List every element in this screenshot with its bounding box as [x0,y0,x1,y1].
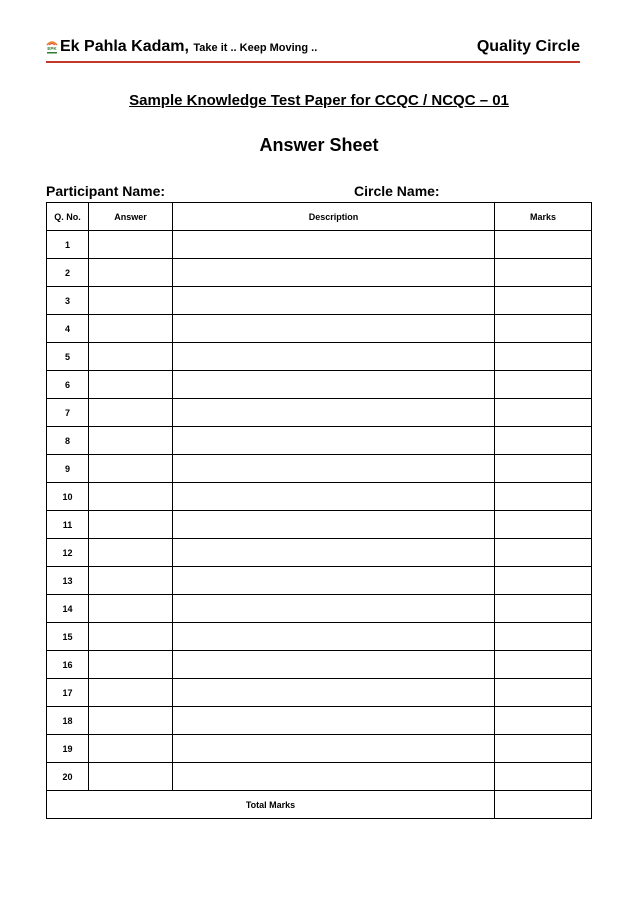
description-cell[interactable] [173,735,495,763]
participant-name-label: Participant Name: [46,183,166,199]
question-number: 16 [47,651,89,679]
marks-cell[interactable] [495,651,592,679]
header-divider [46,61,580,63]
page-header [46,38,580,62]
table-row [47,343,592,371]
marks-cell[interactable] [495,287,592,315]
table-row [47,231,592,259]
logo-icon [46,39,58,55]
table-row [47,707,592,735]
table-row [47,399,592,427]
question-number: 15 [47,623,89,651]
question-number: 14 [47,595,89,623]
question-number: 10 [47,483,89,511]
header-description: Description [173,203,495,231]
table-row [47,455,592,483]
description-cell[interactable] [173,679,495,707]
answer-cell[interactable] [89,231,173,259]
question-number: 5 [47,343,89,371]
answer-cell[interactable] [89,511,173,539]
answer-cell[interactable] [89,427,173,455]
marks-cell[interactable] [495,539,592,567]
description-cell[interactable] [173,315,495,343]
answer-cell[interactable] [89,763,173,791]
quality-circle-title: Quality Circle [476,38,580,55]
description-cell[interactable] [173,511,495,539]
circle-name-label: Circle Name: [354,183,440,199]
table-row [47,623,592,651]
marks-cell[interactable] [495,679,592,707]
answer-cell[interactable] [89,651,173,679]
table-row [47,483,592,511]
description-cell[interactable] [173,343,495,371]
question-number: 3 [47,287,89,315]
description-cell[interactable] [173,371,495,399]
marks-cell[interactable] [495,595,592,623]
question-number: 19 [47,735,89,763]
question-number: 8 [47,427,89,455]
brand-name: Ek Pahla Kadam, [60,38,189,55]
description-cell[interactable] [173,455,495,483]
description-cell[interactable] [173,595,495,623]
total-marks-cell[interactable] [495,791,592,819]
table-row [47,371,592,399]
table-row [47,763,592,791]
marks-cell[interactable] [495,455,592,483]
question-number: 17 [47,679,89,707]
table-row [47,259,592,287]
table-row [47,595,592,623]
table-row [47,651,592,679]
answer-cell[interactable] [89,735,173,763]
marks-cell[interactable] [495,707,592,735]
answer-cell[interactable] [89,595,173,623]
table-row [47,315,592,343]
description-cell[interactable] [173,399,495,427]
marks-cell[interactable] [495,483,592,511]
question-number: 2 [47,259,89,287]
marks-cell[interactable] [495,735,592,763]
question-number: 11 [47,511,89,539]
answer-cell[interactable] [89,483,173,511]
marks-cell[interactable] [495,763,592,791]
question-number: 18 [47,707,89,735]
answer-cell[interactable] [89,287,173,315]
question-number: 20 [47,763,89,791]
question-number: 12 [47,539,89,567]
total-marks-label: Total Marks [47,791,495,819]
marks-cell[interactable] [495,399,592,427]
table-row [47,679,592,707]
total-row [47,791,592,819]
table-row [47,735,592,763]
table-row [47,539,592,567]
description-cell[interactable] [173,623,495,651]
question-number: 13 [47,567,89,595]
description-cell[interactable] [173,539,495,567]
marks-cell[interactable] [495,315,592,343]
answer-cell[interactable] [89,315,173,343]
brand-tagline: Take it .. Keep Moving .. [193,42,318,54]
question-number: 4 [47,315,89,343]
answer-cell[interactable] [89,259,173,287]
table-row [47,511,592,539]
answer-cell[interactable] [89,567,173,595]
answer-table [46,202,592,819]
table-row [47,427,592,455]
marks-cell[interactable] [495,623,592,651]
description-cell[interactable] [173,287,495,315]
answer-cell[interactable] [89,399,173,427]
paper-title-text: Sample Knowledge Test Paper for CCQC / NCQC – 01 [129,92,509,109]
marks-cell[interactable] [495,427,592,455]
header-answer: Answer [89,203,173,231]
table-header-row [47,203,592,231]
sheet-title: Answer Sheet [259,135,379,155]
description-cell[interactable] [173,651,495,679]
question-number: 6 [47,371,89,399]
header-qno: Q. No. [47,203,89,231]
description-cell[interactable] [173,483,495,511]
description-cell[interactable] [173,763,495,791]
header-marks: Marks [495,203,592,231]
marks-cell[interactable] [495,511,592,539]
table-row [47,567,592,595]
table-row [47,287,592,315]
marks-cell[interactable] [495,343,592,371]
brand-text [60,38,317,56]
marks-cell[interactable] [495,231,592,259]
description-cell[interactable] [173,427,495,455]
answer-cell[interactable] [89,455,173,483]
marks-cell[interactable] [495,567,592,595]
answer-cell[interactable] [89,679,173,707]
marks-cell[interactable] [495,259,592,287]
description-cell[interactable] [173,567,495,595]
answer-cell[interactable] [89,371,173,399]
question-number: 1 [47,231,89,259]
question-number: 9 [47,455,89,483]
marks-cell[interactable] [495,371,592,399]
description-cell[interactable] [173,231,495,259]
description-cell[interactable] [173,259,495,287]
description-cell[interactable] [173,707,495,735]
question-number: 7 [47,399,89,427]
answer-cell[interactable] [89,623,173,651]
answer-cell[interactable] [89,707,173,735]
answer-cell[interactable] [89,539,173,567]
svg-text:EPK: EPK [47,46,57,51]
answer-cell[interactable] [89,343,173,371]
paper-title [0,92,638,109]
